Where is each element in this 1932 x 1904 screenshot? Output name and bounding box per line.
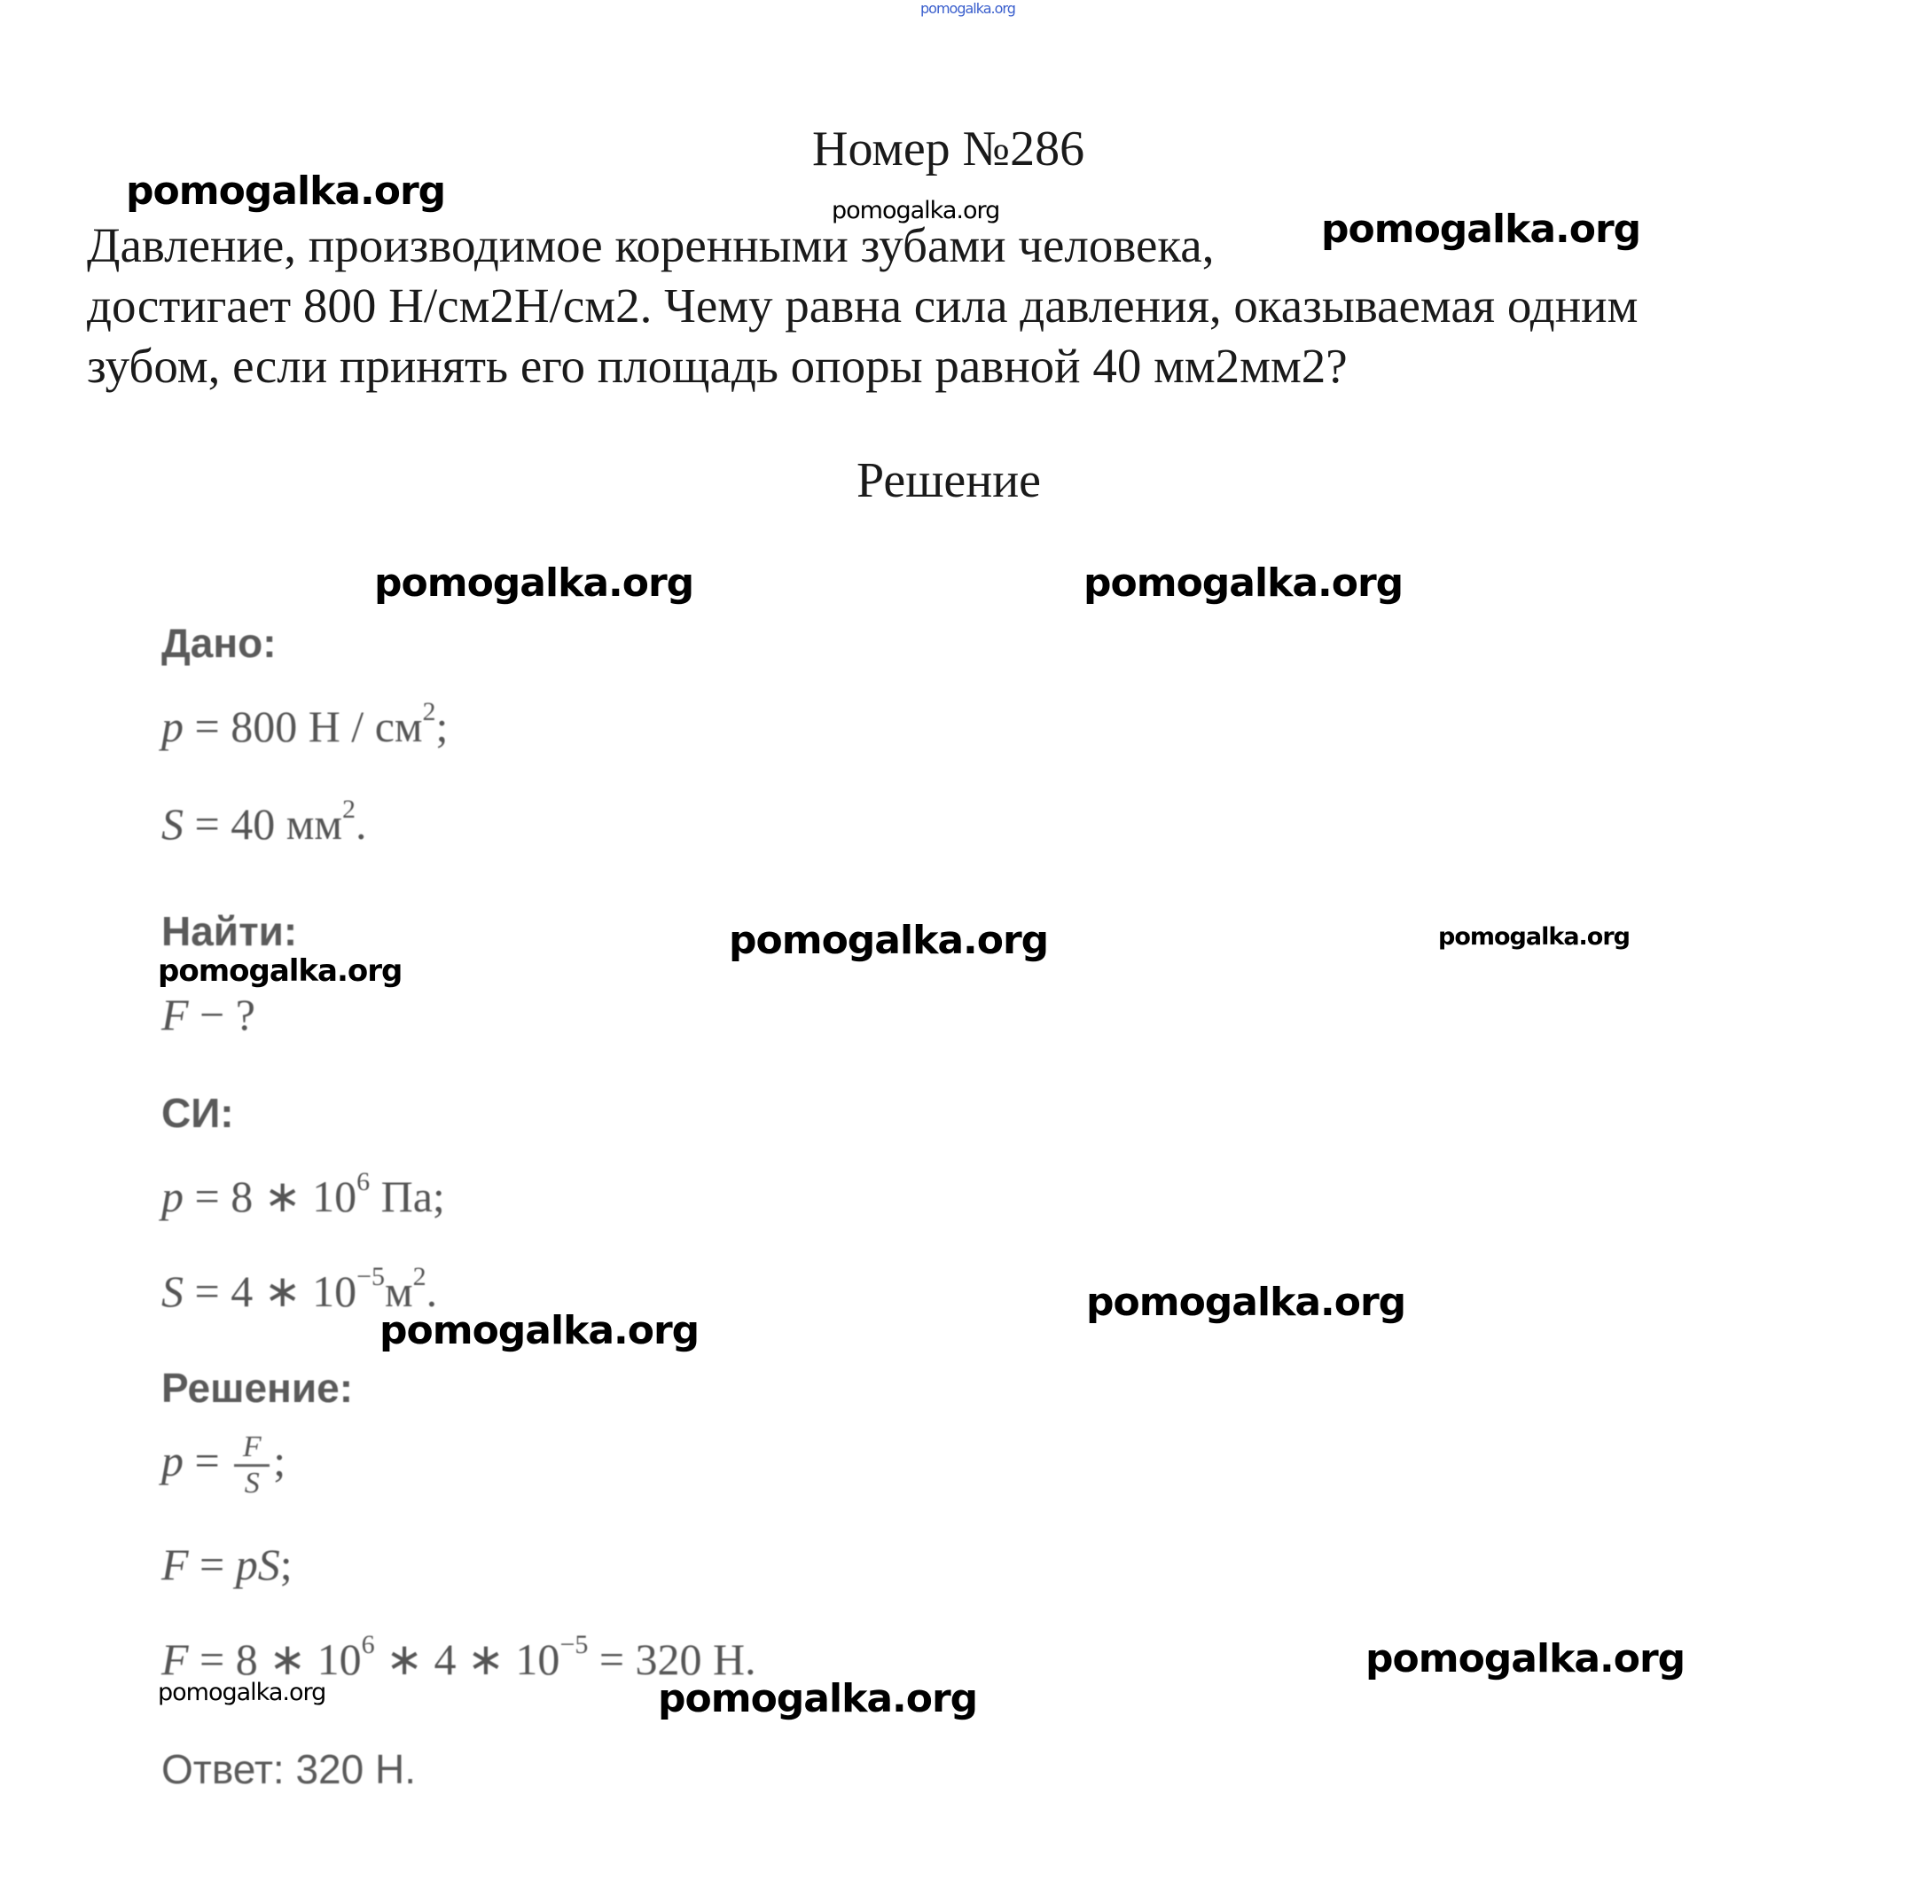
- watermark: pomogalka.org: [374, 560, 694, 606]
- watermark: pomogalka.org: [158, 1679, 326, 1706]
- problem-line-2: достигает 800 Н/см2Н/см2. Чему равна сила давления, оказываемая одним: [87, 278, 1639, 333]
- answer: [161, 1743, 416, 1794]
- exponent: 2: [422, 697, 436, 727]
- given-pressure: [161, 697, 449, 752]
- find-force: [161, 989, 255, 1040]
- exponent: 2: [341, 795, 356, 825]
- given-area-value: = 40 мм: [184, 799, 342, 849]
- exponent: 6: [356, 1167, 371, 1197]
- var-f: F: [161, 1540, 189, 1589]
- exponent-2: −5: [559, 1630, 589, 1660]
- punct: ;: [273, 1435, 286, 1485]
- given-label-text: Дано:: [161, 620, 277, 666]
- formula-pressure: [161, 1432, 285, 1499]
- watermark: pomogalka.org: [1083, 560, 1404, 606]
- si-pressure: [161, 1167, 445, 1222]
- equals: =: [184, 1435, 231, 1485]
- var-f: F: [161, 1634, 189, 1684]
- unit-exponent: 2: [412, 1262, 426, 1292]
- solution-heading: Решение: [856, 453, 1042, 508]
- si-pressure-value: = 8 ∗ 10: [184, 1171, 357, 1221]
- unit: Па;: [370, 1171, 445, 1221]
- watermark: pomogalka.org: [1321, 207, 1641, 252]
- find-label: [161, 905, 297, 956]
- page-title: Номер №286: [812, 121, 1085, 176]
- var-p: p: [161, 1435, 184, 1485]
- punct: ;: [279, 1540, 293, 1589]
- punct: .: [355, 799, 367, 849]
- var-f: F: [161, 990, 189, 1039]
- watermark: pomogalka.org: [379, 1308, 700, 1353]
- watermark: pomogalka.org: [126, 168, 446, 214]
- formula-force: [161, 1539, 293, 1590]
- equals: =: [188, 1540, 236, 1589]
- given-pressure-value: = 800 Н / см: [184, 701, 423, 751]
- problem-line-3: зубом, если принять его площадь опоры равной 40 мм2мм2?: [87, 339, 1348, 393]
- answer-text: Ответ: 320 Н.: [161, 1746, 416, 1792]
- si-area-value: = 4 ∗ 10: [184, 1266, 357, 1316]
- var-s: S: [161, 799, 184, 849]
- var-s: S: [161, 1266, 184, 1316]
- given-area: [161, 795, 367, 850]
- given-label: [161, 616, 277, 668]
- solution-label: [161, 1361, 353, 1413]
- denominator: S: [244, 1467, 260, 1500]
- var-p: p: [161, 1171, 184, 1221]
- rhs: pS: [235, 1540, 280, 1589]
- watermark: pomogalka.org: [1365, 1636, 1686, 1681]
- watermark: pomogalka.org: [658, 1676, 978, 1721]
- watermark: pomogalka.org: [1086, 1280, 1406, 1325]
- unit: м: [385, 1266, 413, 1316]
- find-force-text: − ?: [188, 990, 255, 1039]
- watermark: pomogalka.org: [1438, 923, 1630, 951]
- watermark-top: pomogalka.org: [920, 0, 1015, 17]
- solution-label-text: Решение:: [161, 1365, 354, 1411]
- calc-part-1: = 8 ∗ 10: [188, 1634, 362, 1684]
- problem-line-1: Давление, производимое коренными зубами человека,: [87, 218, 1215, 272]
- fraction: [234, 1432, 270, 1499]
- watermark: pomogalka.org: [729, 918, 1049, 963]
- watermark: pomogalka.org: [832, 197, 1000, 224]
- si-label: [161, 1086, 234, 1138]
- si-label-text: СИ:: [161, 1090, 234, 1136]
- exponent: −5: [356, 1262, 386, 1292]
- watermark: pomogalka.org: [158, 953, 403, 989]
- var-p: p: [161, 701, 184, 751]
- punct: .: [426, 1266, 438, 1316]
- calc-result: = 320 Н.: [588, 1634, 756, 1684]
- find-label-text: Найти:: [161, 908, 298, 954]
- numerator: F: [242, 1430, 262, 1463]
- punct: ;: [435, 701, 449, 751]
- calc-part-2: ∗ 4 ∗ 10: [374, 1634, 560, 1684]
- exponent-1: 6: [361, 1630, 375, 1660]
